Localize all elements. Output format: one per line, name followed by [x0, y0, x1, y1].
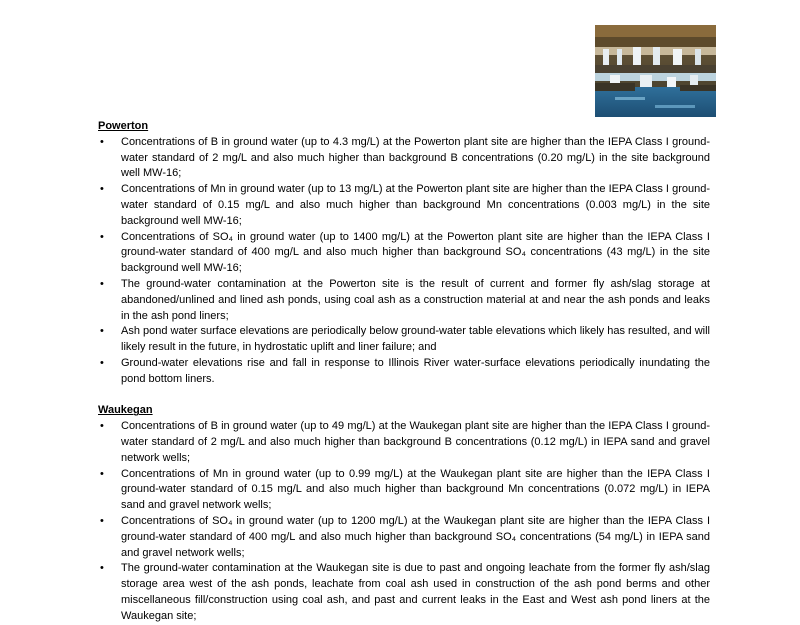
section-powerton [98, 119, 710, 388]
bullet-list [98, 419, 710, 624]
list-item: • Concentrations of B in ground water (up to 4.3 mg/L) at the Powerton plant site are higher than the IEPA Class I ground-water standard of 2 mg/L and also much higher than background B concentrations (0.20 mg/L) in the site background well MW-16; [98, 135, 710, 182]
list-item: • Concentrations of Mn in ground water (up to 0.99 mg/L) at the Waukegan plant site are higher than the IEPA Class I ground-water standard of 0.15 mg/L and also much higher than background Mn concentrations (0.072 mg/L) in IEPA sand and gravel network wells; [98, 467, 710, 514]
list-item: • Concentrations of Mn in ground water (up to 13 mg/L) at the Powerton plant site are higher than the IEPA Class I ground-water standard of 0.15 mg/L and also much higher than background Mn concentrations (0.003 mg/L) in the site background well MW-16; [98, 182, 710, 229]
list-item: • Concentrations of SO₄ in ground water (up to 1200 mg/L) at the Waukegan plant site are higher than the IEPA Class I ground-water standard of 400 mg/L and also much higher than background SO₄ concentrations (54 mg/L) in IEPA sand and gravel network wells; [98, 514, 710, 561]
section-heading: Waukegan [98, 404, 153, 417]
list-item: • Concentrations of SO₄ in ground water (up to 1400 mg/L) at the Powerton plant site are higher than the IEPA Class I ground-water standard of 400 mg/L and also much higher than background SO₄ concentrations (43 mg/L) in the site background well MW-16; [98, 230, 710, 277]
bullet-list [98, 135, 710, 388]
section-waukegan [98, 403, 710, 624]
section-heading: Powerton [98, 120, 149, 132]
waterfall-photo [595, 25, 716, 117]
document-body [98, 119, 710, 625]
list-item: • The ground-water contamination at the Powerton site is the result of current and former fly ash/slag storage at abandoned/unlined and lined ash ponds, using coal ash as a construction material at and near the ash ponds and leaks in the ash pond liners; [98, 277, 710, 324]
list-item: • Concentrations of B in ground water (up to 49 mg/L) at the Waukegan plant site are higher than the IEPA Class I ground-water standard of 2 mg/L and also much higher than background B concentrations (0.12 mg/L) in IEPA sand and gravel network wells; [98, 419, 710, 466]
list-item: • Ash pond water surface elevations are periodically below ground-water table elevations which likely has resulted, and will likely result in the future, in hydrostatic uplift and liner failure; and [98, 324, 710, 356]
list-item: • Ground-water elevations rise and fall in response to Illinois River water-surface elevations periodically inundating the pond bottom liners. [98, 356, 710, 388]
list-item: • The ground-water contamination at the Waukegan site is due to past and ongoing leachate from the former fly ash/slag storage area west of the ash ponds, leachate from coal ash used in construction of the ash pond berms and other miscellaneous fill/construction using coal ash, and past and current leaks in the East and West ash pond liners at the Waukegan site; [98, 561, 710, 624]
